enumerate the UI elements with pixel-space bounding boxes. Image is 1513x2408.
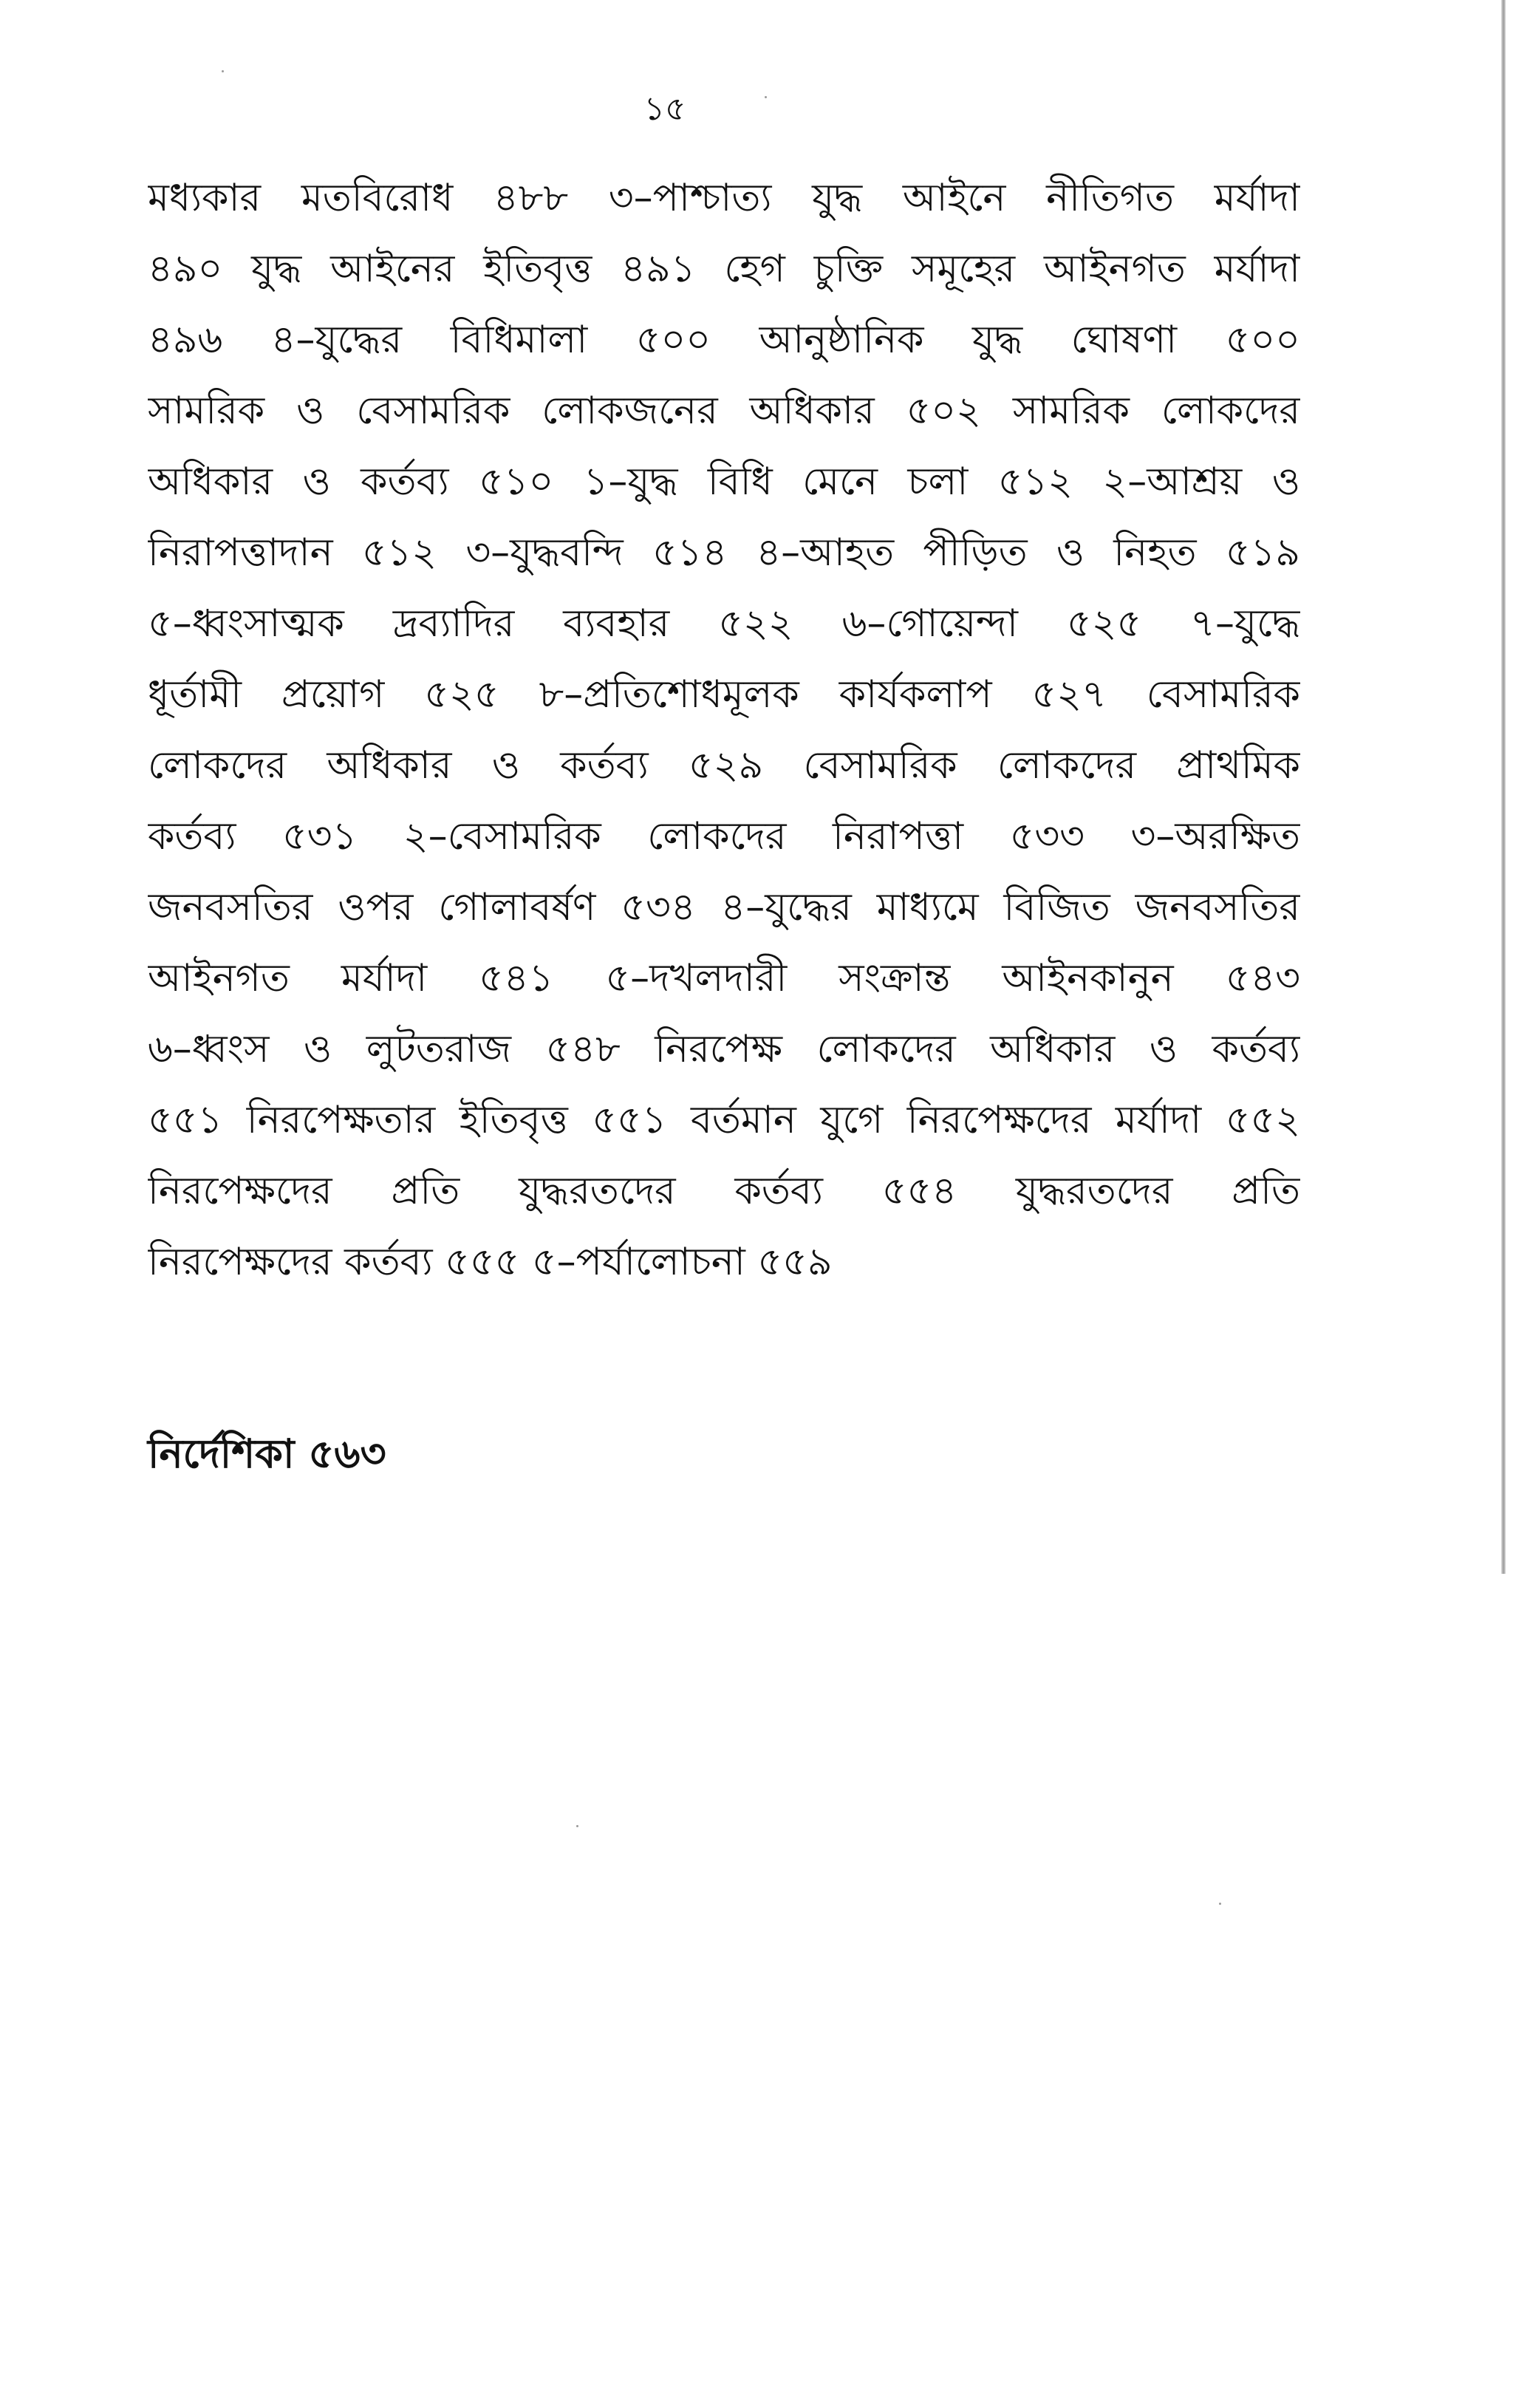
contents-line: ৬–ধ্বংস ও লুটতরাজ ৫৪৮ নিরপেক্ষ লোকদের অধিকার ও কর্তব্য: [148, 1027, 1300, 1071]
contents-line: অধিকার ও কর্তব্য ৫১০ ১–যুদ্ধ বিধি মেনে চলা ৫১২ ২–আশ্রয় ও: [148, 460, 1300, 504]
table-of-contents-text: [148, 163, 1300, 1297]
contents-line: জনবসতির ওপর গোলাবর্ষণ ৫৩৪ ৪–যুদ্ধের মাধ্যমে বিজিত জনবসতির: [148, 885, 1300, 930]
contents-line: ধূর্তামী প্রয়োগ ৫২৫ ৮–প্রতিশোধমূলক কার্যকলাপ ৫২৭ বেসামরিক: [148, 672, 1300, 717]
paper-speck: [222, 70, 224, 72]
contents-line: ৫–ধ্বংসাত্মক দ্রব্যাদির ব্যবহার ৫২২ ৬–গোয়েন্দা ৫২৫ ৭–যুদ্ধে: [148, 601, 1300, 646]
contents-line: নিরাপত্তাদান ৫১২ ৩–যুদ্ধবন্দি ৫১৪ ৪–আহত পীড়িত ও নিহত ৫১৯: [148, 531, 1300, 575]
contents-line: নিরপেক্ষদের প্রতি যুদ্ধরতদের কর্তব্য ৫৫৪ যুদ্ধরতদের প্রতি: [148, 1169, 1300, 1213]
contents-line: মধ্যকার মতবিরোধ ৪৮৮ ৩–পাশ্চাত্য যুদ্ধ আইনে নীতিগত মর্যাদা: [148, 176, 1300, 220]
contents-line: কর্তব্য ৫৩১ ২–বেসামরিক লোকদের নিরাপত্তা ৫৩৩ ৩–অরক্ষিত: [148, 814, 1300, 859]
page-number: ১৫: [643, 90, 686, 128]
contents-line: নিরপেক্ষদের কর্তব্য ৫৫৫ ৫–পর্যালোচনা ৫৫৯: [148, 1240, 833, 1284]
paper-speck: [1219, 1903, 1221, 1905]
page-binding-edge: [1501, 0, 1506, 1574]
index-entry: নির্দেশিকা ৫৬৩: [148, 1430, 386, 1477]
paper-speck: [576, 1825, 578, 1827]
paper-speck: [765, 96, 767, 98]
contents-line: আইনগত মর্যাদা ৫৪১ ৫–দখলদারী সংক্রান্ত আইনকানুন ৫৪৩: [148, 956, 1300, 1000]
contents-line: ৫৫১ নিরপেক্ষতার ইতিবৃত্ত ৫৫১ বর্তমান যুগে নিরপেক্ষদের মর্যাদা ৫৫২: [148, 1098, 1300, 1142]
contents-line: ৪৯০ যুদ্ধ আইনের ইতিবৃত্ত ৪৯১ হেগ চুক্তি সমূহের আইনগত মর্যাদা: [148, 247, 1300, 291]
contents-line: সামরিক ও বেসামরিক লোকজনের অধিকার ৫০২ সামরিক লোকদের: [148, 389, 1300, 433]
contents-line: লোকদের অধিকার ও কর্তব্য ৫২৯ বেসামরিক লোকদের প্রাথমিক: [148, 743, 1300, 788]
contents-line: ৪৯৬ ৪–যুদ্ধের বিধিমালা ৫০০ আনুষ্ঠানিক যুদ্ধ ঘোষণা ৫০০: [148, 318, 1300, 362]
